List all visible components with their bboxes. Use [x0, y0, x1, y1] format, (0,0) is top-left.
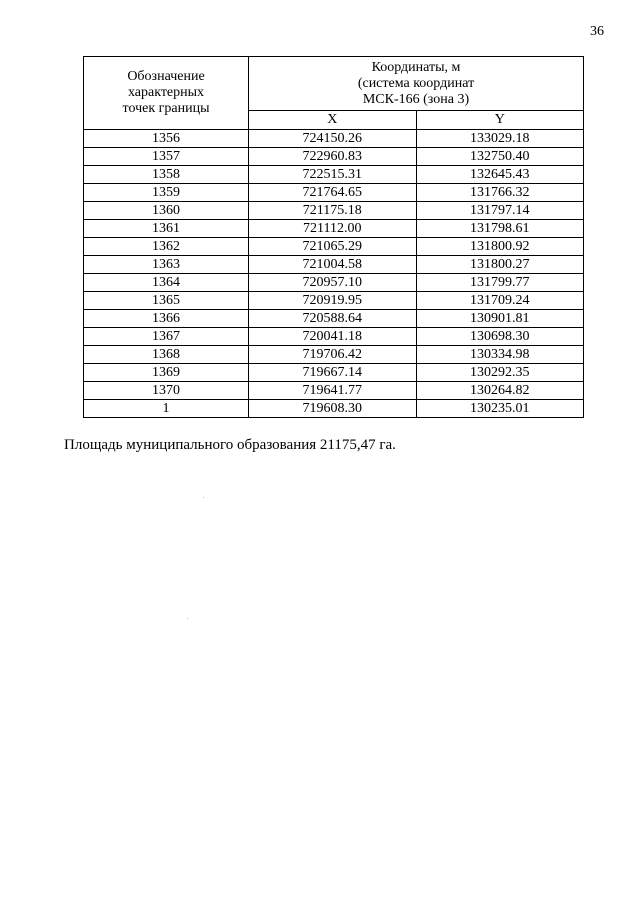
page-number: 36 [590, 24, 604, 39]
table-row [84, 220, 584, 238]
header-y: Y [416, 111, 584, 130]
y-coordinate-cell: 133029.18 [416, 130, 584, 148]
table-row [84, 400, 584, 418]
point-cell: 1360 [84, 202, 249, 220]
point-cell: 1359 [84, 184, 249, 202]
table-row [84, 202, 584, 220]
x-coordinate-cell: 719667.14 [249, 364, 417, 382]
coordinates-table [83, 56, 584, 418]
y-coordinate-cell: 130334.98 [416, 346, 584, 364]
header-coords-line-1: Координаты, м [371, 59, 461, 75]
table-row [84, 184, 584, 202]
y-coordinate-cell: 131800.27 [416, 256, 584, 274]
y-coordinate-cell: 131799.77 [416, 274, 584, 292]
header-coordinates [249, 57, 584, 111]
table-row [84, 346, 584, 364]
x-coordinate-cell: 719706.42 [249, 346, 417, 364]
x-coordinate-cell: 720957.10 [249, 274, 417, 292]
table-row [84, 256, 584, 274]
table-row [84, 310, 584, 328]
y-coordinate-cell: 132645.43 [416, 166, 584, 184]
y-coordinate-cell: 131709.24 [416, 292, 584, 310]
point-cell: 1365 [84, 292, 249, 310]
table-row [84, 274, 584, 292]
table-row [84, 166, 584, 184]
x-coordinate-cell: 719608.30 [249, 400, 417, 418]
table-row [84, 130, 584, 148]
header-coords-line-2: (система координат [357, 75, 475, 91]
x-coordinate-cell: 721065.29 [249, 238, 417, 256]
y-coordinate-cell: 132750.40 [416, 148, 584, 166]
table-row [84, 328, 584, 346]
header-point-line-2: характерных [127, 85, 205, 100]
point-cell: 1362 [84, 238, 249, 256]
x-coordinate-cell: 720588.64 [249, 310, 417, 328]
x-coordinate-cell: 722515.31 [249, 166, 417, 184]
point-cell: 1366 [84, 310, 249, 328]
y-coordinate-cell: 130901.81 [416, 310, 584, 328]
point-cell: 1368 [84, 346, 249, 364]
table-body [84, 130, 584, 418]
point-cell: 1 [84, 400, 249, 418]
header-point-designation [84, 57, 249, 130]
y-coordinate-cell: 130698.30 [416, 328, 584, 346]
municipality-area-text: Площадь муниципального образования 21175,47 га. [64, 437, 396, 453]
y-coordinate-cell: 130292.35 [416, 364, 584, 382]
y-coordinate-cell: 131800.92 [416, 238, 584, 256]
x-coordinate-cell: 721004.58 [249, 256, 417, 274]
header-point-line-3: точек границы [122, 101, 210, 116]
scan-speck [203, 497, 204, 498]
y-coordinate-cell: 130235.01 [416, 400, 584, 418]
point-cell: 1367 [84, 328, 249, 346]
table-row [84, 148, 584, 166]
header-point-line-1: Обозначение [127, 69, 205, 84]
table-row [84, 292, 584, 310]
header-coords-line-3: МСК-166 (зона 3) [362, 91, 470, 107]
table-row [84, 382, 584, 400]
point-cell: 1356 [84, 130, 249, 148]
y-coordinate-cell: 130264.82 [416, 382, 584, 400]
point-cell: 1363 [84, 256, 249, 274]
y-coordinate-cell: 131766.32 [416, 184, 584, 202]
y-coordinate-cell: 131798.61 [416, 220, 584, 238]
point-cell: 1369 [84, 364, 249, 382]
header-x: X [249, 111, 417, 130]
x-coordinate-cell: 721764.65 [249, 184, 417, 202]
scan-speck [187, 618, 188, 619]
x-coordinate-cell: 720919.95 [249, 292, 417, 310]
table-row [84, 238, 584, 256]
point-cell: 1361 [84, 220, 249, 238]
x-coordinate-cell: 720041.18 [249, 328, 417, 346]
table-row [84, 364, 584, 382]
x-coordinate-cell: 722960.83 [249, 148, 417, 166]
y-coordinate-cell: 131797.14 [416, 202, 584, 220]
point-cell: 1370 [84, 382, 249, 400]
x-coordinate-cell: 724150.26 [249, 130, 417, 148]
point-cell: 1357 [84, 148, 249, 166]
point-cell: 1358 [84, 166, 249, 184]
x-coordinate-cell: 721112.00 [249, 220, 417, 238]
x-coordinate-cell: 721175.18 [249, 202, 417, 220]
point-cell: 1364 [84, 274, 249, 292]
x-coordinate-cell: 719641.77 [249, 382, 417, 400]
